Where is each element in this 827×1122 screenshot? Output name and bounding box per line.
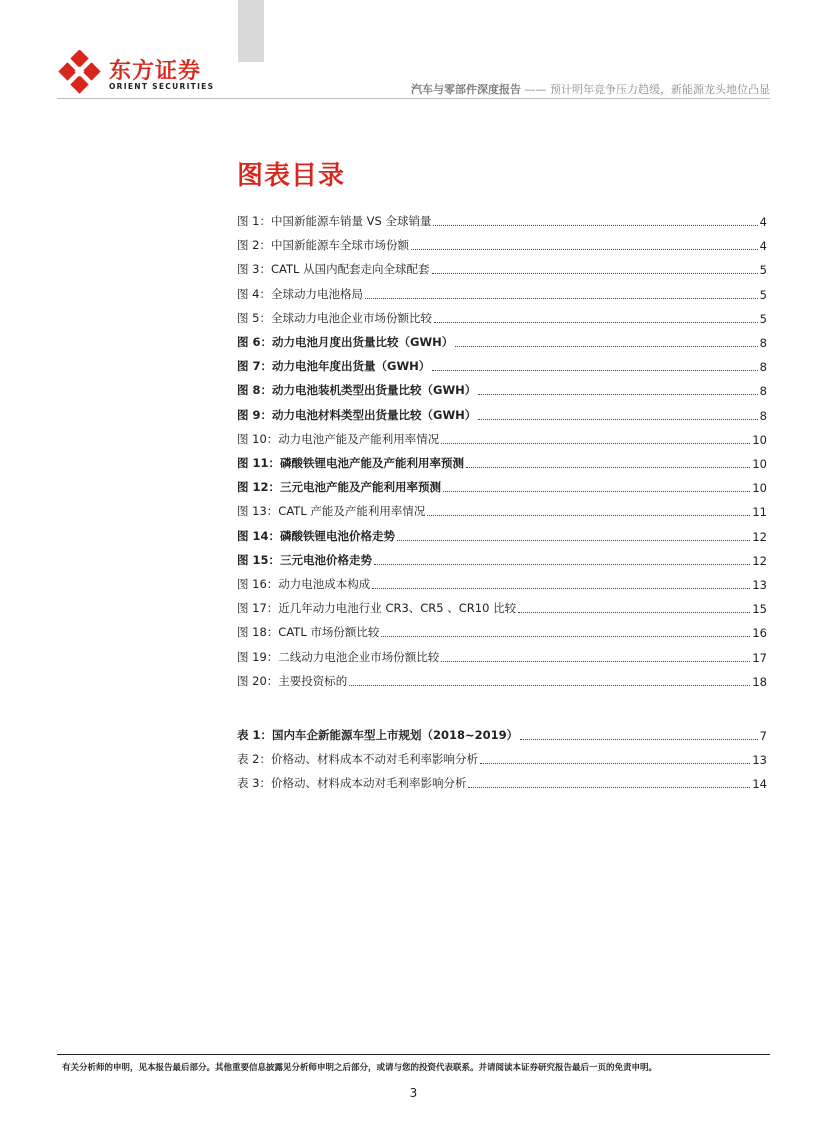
toc-entry-label: 图 4：全球动力电池格局 (237, 286, 363, 301)
toc-entry-page: 13 (752, 753, 767, 768)
toc-dot-leader (478, 393, 757, 395)
toc-dot-leader (441, 442, 750, 444)
toc-entry-label: 图 15：三元电池价格走势 (237, 552, 373, 567)
brand-name-en: ORIENT SECURITIES (109, 82, 215, 91)
toc-figure-entry[interactable] (237, 382, 767, 398)
toc-entry-label: 表 1：国内车企新能源车型上市规划（2018~2019） (237, 728, 519, 742)
orient-securities-logo (57, 50, 217, 96)
toc-entry-label: 图 9：动力电池材料类型出货量比较（GWH） (237, 407, 477, 422)
toc-dot-leader (443, 490, 750, 492)
toc-entry-page: 8 (759, 336, 767, 350)
toc-figure-entry[interactable] (237, 624, 767, 640)
report-type: 汽车与零部件深度报告 (411, 83, 521, 96)
toc-entry-page: 16 (752, 626, 767, 641)
toc-dot-leader (432, 272, 758, 274)
toc-dot-leader (433, 224, 757, 226)
toc-entry-page: 10 (752, 432, 767, 447)
toc-dot-leader (397, 539, 750, 541)
toc-figure-entry[interactable] (237, 503, 767, 519)
page-number: 3 (409, 1086, 418, 1100)
toc-figure-entry[interactable] (237, 479, 767, 495)
toc-dot-leader (441, 660, 750, 662)
toc-entry-page: 5 (759, 311, 767, 326)
toc-dot-leader (518, 611, 750, 613)
toc-table-entry[interactable] (237, 727, 767, 743)
toc-dot-leader (427, 514, 750, 516)
toc-figure-entry[interactable] (237, 213, 767, 229)
toc-figure-entry[interactable] (237, 673, 767, 689)
toc-entry-label: 图 10：动力电池产能及产能利用率情况 (237, 431, 440, 446)
toc-dot-leader (434, 321, 758, 323)
toc-entry-page: 4 (759, 239, 767, 254)
toc-figure-entry[interactable] (237, 261, 767, 277)
toc-title: 图表目录 (237, 161, 346, 191)
toc-dot-leader (365, 297, 758, 299)
toc-dot-leader (455, 345, 757, 347)
toc-dot-leader (466, 466, 750, 468)
toc-entry-label: 图 14：磷酸铁锂电池价格走势 (237, 528, 396, 543)
toc-dot-leader (432, 369, 757, 371)
header-gray-block (238, 0, 264, 62)
toc-figure-entry[interactable] (237, 334, 767, 350)
toc-entry-label: 图 1：中国新能源车销量 VS 全球销量 (237, 214, 432, 228)
toc-entry-page: 14 (752, 777, 767, 792)
toc-entry-label: 图 20：主要投资标的 (237, 673, 348, 688)
brand-name-cn: 东方证券 (109, 59, 202, 84)
header-rule (57, 98, 770, 99)
toc-figure-entry[interactable] (237, 455, 767, 471)
toc-entry-page: 8 (759, 360, 767, 375)
toc-entry-label: 图 18：CATL 市场份额比较 (237, 625, 380, 640)
footer-rule (57, 1054, 770, 1055)
toc-entry-page: 15 (752, 602, 767, 617)
toc-dot-leader (480, 762, 750, 764)
toc-entry-page: 13 (752, 578, 767, 592)
toc-entry-page: 10 (752, 457, 767, 471)
toc-figure-entry[interactable] (237, 576, 767, 592)
toc-figure-entry[interactable] (237, 358, 767, 374)
toc-entry-label: 图 17：近几年动力电池行业 CR3、CR5 、CR10 比较 (237, 601, 517, 616)
toc-dot-leader (520, 738, 758, 740)
toc-entry-label: 表 2：价格动、材料成本不动对毛利率影响分析 (237, 752, 478, 767)
toc-entry-page: 8 (759, 384, 767, 399)
toc-dot-leader (372, 587, 750, 589)
toc-dot-leader (374, 563, 750, 565)
footer-disclaimer: 有关分析师的申明，见本报告最后部分。其他重要信息披露见分析师申明之后部分，或请与您的投资代表联系。并请阅读本证券研究报告最后一页的免责申明。 (62, 1063, 658, 1073)
report-title: 预计明年竞争压力趋缓，新能源龙头地位凸显 (550, 83, 770, 96)
toc-entry-label: 图 5：全球动力电池企业市场份额比较 (237, 310, 432, 325)
orient-logo-icon (57, 50, 103, 96)
toc-figure-entry[interactable] (237, 649, 767, 665)
toc-entry-page: 4 (759, 215, 767, 229)
toc-entry-label: 图 6：动力电池月度出货量比较（GWH） (237, 335, 454, 349)
toc-entry-page: 17 (752, 650, 767, 665)
toc-entry-page: 5 (759, 263, 767, 278)
toc-dot-leader (381, 635, 750, 637)
toc-figure-entry[interactable] (237, 237, 767, 253)
toc-figure-entry[interactable] (237, 407, 767, 423)
toc-entry-page: 7 (759, 729, 767, 743)
toc-entry-label: 图 12：三元电池产能及产能利用率预测 (237, 480, 442, 495)
toc-figure-entry[interactable] (237, 552, 767, 568)
toc-figure-entry[interactable] (237, 431, 767, 447)
toc-entry-label: 图 8：动力电池装机类型出货量比较（GWH） (237, 383, 477, 398)
toc-dot-leader (468, 786, 750, 788)
toc-entry-label: 图 19：二线动力电池企业市场份额比较 (237, 649, 440, 664)
toc-entry-page: 12 (752, 529, 767, 544)
toc-entry-label: 图 7：动力电池年度出货量（GWH） (237, 359, 431, 374)
toc-dot-leader (411, 248, 758, 250)
toc-entry-page: 18 (752, 674, 767, 689)
toc-entry-label: 图 2：中国新能源车全球市场份额 (237, 238, 409, 253)
toc-entry-label: 图 16：动力电池成本构成 (237, 577, 371, 591)
header-separator: —— (521, 83, 550, 96)
toc-figure-entry[interactable] (237, 286, 767, 302)
toc-entry-page: 8 (759, 408, 767, 423)
toc-figure-entry[interactable] (237, 528, 767, 544)
toc-entry-page: 12 (752, 553, 767, 568)
toc-entry-page: 10 (752, 481, 767, 496)
toc-dot-leader (349, 684, 750, 686)
toc-table-entry[interactable] (237, 775, 767, 791)
toc-table-entry[interactable] (237, 751, 767, 767)
report-header (411, 81, 770, 97)
toc-entry-label: 图 3：CATL 从国内配套走向全球配套 (237, 262, 430, 277)
toc-entry-label: 表 3：价格动、材料成本动对毛利率影响分析 (237, 776, 467, 791)
toc-figure-entry[interactable] (237, 310, 767, 326)
toc-figure-entry[interactable] (237, 600, 767, 616)
toc-entry-page: 11 (752, 505, 767, 520)
toc-entry-label: 图 13：CATL 产能及产能利用率情况 (237, 504, 426, 519)
toc-entry-label: 图 11：磷酸铁锂电池产能及产能利用率预测 (237, 456, 465, 470)
toc-entry-page: 5 (759, 287, 767, 302)
toc-dot-leader (478, 418, 757, 420)
